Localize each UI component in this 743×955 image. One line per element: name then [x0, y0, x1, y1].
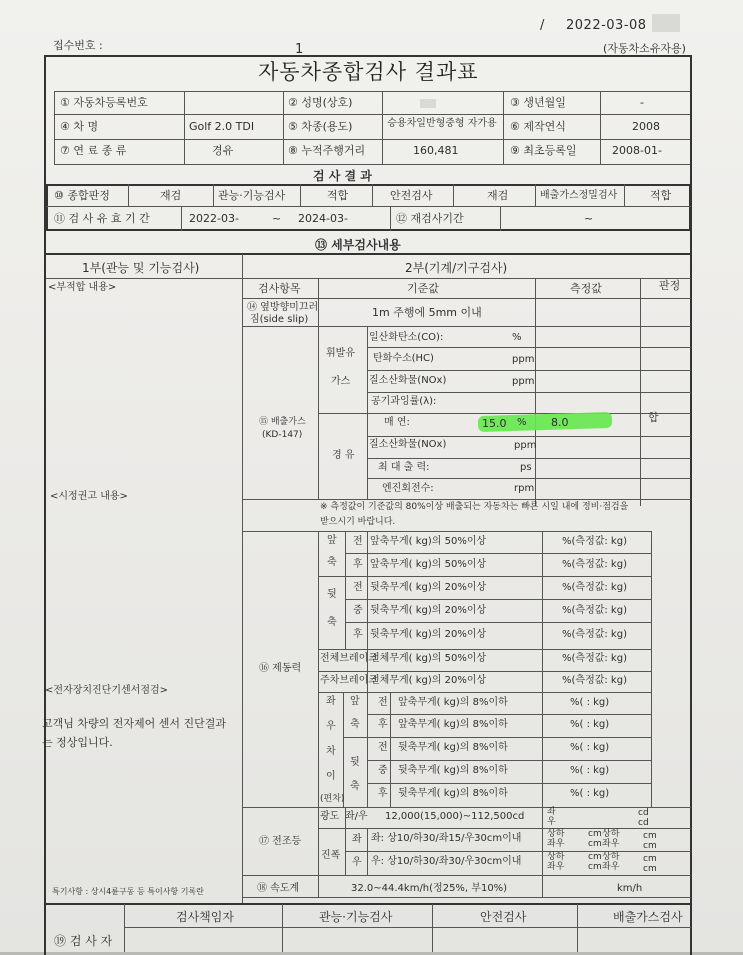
col-judgement: 판정 [659, 279, 681, 292]
mileage-label: ⑧ 누적주행거리 [288, 144, 366, 157]
aim-right-unit-3: cm [643, 864, 657, 874]
aim-left-label: 좌 [352, 834, 362, 845]
pos-rear-2: 후 [353, 629, 363, 640]
validity-from: 2022-03- [189, 212, 239, 225]
speed-standard: 32.0~44.4km/h(정25%, 부10%) [351, 883, 508, 894]
date-slash: / [540, 18, 545, 33]
result-title: 검 사 결 과 [313, 169, 372, 183]
aim-right-updown-mark: 상하 [602, 852, 620, 862]
emission-label: 배출가스정밀검사 [540, 190, 618, 201]
diff-rear-2: 축 [350, 781, 360, 792]
intensity-right-unit: cd [638, 818, 649, 828]
part2-title: 2부(기계/기구검사) [405, 261, 508, 275]
birth-label: ③ 생년월일 [510, 96, 566, 109]
rear-axle-std-2: 뒷축무게( kg)의 20%이상 [370, 605, 487, 616]
first-reg-value: 2008-01- [612, 144, 662, 157]
func-label: 관능·기능검사 [218, 189, 286, 202]
brake-measured-3: %(측정값: kg) [562, 582, 627, 593]
pos-mid-1: 중 [353, 605, 363, 616]
brake-rear-label-1: 뒷 [327, 589, 337, 600]
col-emission-inspection: 배출가스검사 [613, 910, 683, 924]
type-value: 승용차일반형중형 자가용 [387, 118, 497, 129]
pos-rear-1: 후 [353, 559, 363, 570]
diesel-nox-label: 질소산화물(NOx) [369, 439, 447, 450]
smoke-unit: % [517, 417, 527, 428]
rear-axle-std-1: 뒷축무게( kg)의 20%이상 [370, 582, 487, 593]
diff-label-4: 이 [326, 771, 336, 782]
rpm-label: 엔진회전수: [382, 483, 434, 494]
total-brake-label: 전체브레이크 [320, 653, 378, 664]
smoke-judgement: 합 [648, 411, 659, 424]
diff-std-5: 뒷축무게( kg)의 8%이하 [398, 788, 508, 799]
validity-to: 2024-03- [298, 212, 348, 225]
rear-axle-std-3: 뒷축무게( kg)의 20%이상 [370, 629, 487, 640]
diff-front-1: 앞 [350, 696, 360, 707]
intensity-lr-label: 좌/우 [345, 811, 368, 822]
gas-label: 가스 [331, 376, 351, 387]
co-label: 일산화탄소(CO): [369, 332, 444, 343]
overall-label: ⑩ 종합판정 [54, 189, 110, 202]
reg-no-label: ① 자동차등록번호 [60, 96, 148, 109]
type-label: ⑤ 차종(용도) [288, 120, 353, 133]
brake-measured-4: %(측정값: kg) [562, 605, 627, 616]
aim-right-label: 우 [352, 857, 362, 868]
diesel-nox-unit: ppm [514, 440, 537, 451]
receipt-label: 접수번호 : [53, 39, 103, 52]
diff-label-5: (편차) [320, 794, 345, 804]
diff-rear-1: 뒷 [350, 757, 360, 768]
diff-measured-2: %( : kg) [570, 719, 610, 730]
diff-front-2: 축 [350, 719, 360, 730]
diff-measured-1: %( : kg) [570, 697, 610, 708]
nox-label: 질소산화물(NOx) [369, 375, 447, 386]
defects-label: <부적합 내용> [48, 282, 117, 293]
safety-value: 재검 [487, 189, 509, 202]
aim-left-lr-mark: 좌우 [602, 839, 620, 849]
model-label: ④ 차 명 [60, 120, 99, 133]
detail-title: ⑬ 세부검사내용 [315, 238, 401, 252]
diff-pos-5: 후 [378, 788, 388, 799]
diff-label-3: 차 [326, 746, 336, 757]
aim-left-unit-3: cm [643, 841, 657, 851]
ecu-text-1: 고객님 차량의 전자제어 센서 진단결과 [42, 717, 227, 730]
brake-measured-1: %(측정값: kg) [562, 536, 627, 547]
sideslip-label-1: ⑭ 옆방향미끄러 [247, 302, 319, 313]
mileage-value: 160,481 [413, 144, 459, 157]
sideslip-standard: 1m 주행에 5mm 이내 [372, 306, 482, 319]
intensity-right-label: 우 [547, 817, 556, 827]
aim-right-lr-mark: 좌우 [602, 862, 620, 872]
rpm-unit: rpm [514, 483, 535, 494]
aim-label: 진폭 [321, 850, 341, 861]
owner-label: ② 성명(상호) [288, 96, 353, 109]
ecu-text-2: 는 정상입니다. [42, 736, 113, 749]
recheck-value: ~ [584, 212, 594, 225]
owner-copy-label: (자동차소유자용) [603, 42, 686, 55]
co-unit: % [512, 332, 522, 343]
aim-left-updown-label: 상하 [547, 829, 565, 839]
smoke-label: 매 연: [384, 417, 410, 428]
hc-unit: ppm [512, 354, 535, 365]
intensity-standard: 12,000(15,000)~112,500cd [385, 811, 525, 822]
aim-left-updown-mark: 상하 [602, 829, 620, 839]
diff-measured-3: %( : kg) [570, 742, 610, 753]
intensity-label: 광도 [320, 811, 340, 822]
model-value: Golf 2.0 TDI [189, 120, 255, 133]
power-unit: ps [520, 462, 532, 473]
diff-std-1: 앞축무게( kg)의 8%이하 [398, 697, 508, 708]
speed-unit: km/h [617, 883, 643, 894]
pos-front-1: 전 [353, 536, 363, 547]
report-date: 2022-03-08 [566, 18, 647, 33]
part1-title: 1부(관능 및 기능검사) [82, 261, 200, 275]
hc-label: 탄화수소(HC) [373, 353, 434, 364]
power-label: 최 대 출 력: [378, 462, 430, 473]
total-brake-std: 전체무게( kg)의 50%이상 [370, 653, 487, 664]
col-standard: 기준값 [407, 282, 439, 295]
diesel-label: 경 유 [332, 450, 355, 461]
note-line-2: 받으시기 바랍니다. [320, 517, 396, 527]
safety-label: 안전검사 [390, 189, 433, 202]
fuel-value: 경유 [212, 144, 234, 157]
lambda-label: 공기과잉률(λ): [371, 396, 437, 407]
ecu-label: <전자장치진단기센서점검> [45, 685, 169, 696]
total-brake-measured: %(측정값: kg) [562, 653, 627, 664]
aim-right-lr-unit: cm [588, 862, 602, 872]
redacted-area [652, 14, 680, 32]
pos-front-2: 전 [353, 582, 363, 593]
brake-rear-label-2: 축 [327, 617, 337, 628]
year-label: ⑥ 제작연식 [510, 120, 566, 133]
col-responsible: 검사책임자 [176, 910, 234, 924]
aim-right-standard: 우: 상10/하30/좌30/우30cm이내 [371, 856, 522, 867]
inspector-label: ⑲ 검 사 자 [54, 934, 113, 948]
diff-pos-4: 중 [378, 765, 388, 776]
aim-right-updown-unit: cm [588, 852, 602, 862]
overall-value: 재검 [160, 189, 182, 202]
special-note: 특기사항 : 상시4륜구동 등 특이사항 기록란 [52, 887, 204, 896]
diff-label-1: 좌 [326, 696, 336, 707]
fuel-label: ⑦ 연 료 종 류 [60, 144, 127, 157]
diff-std-2: 앞축무게( kg)의 8%이하 [398, 719, 508, 730]
brake-measured-2: %(측정값: kg) [562, 559, 627, 570]
aim-left-unit-2: cm [643, 831, 657, 841]
aim-left-standard: 좌: 상10/하30/좌15/우30cm이내 [371, 833, 522, 844]
intensity-left-unit: cd [638, 808, 649, 818]
gasoline-label: 휘발유 [326, 348, 355, 359]
diff-pos-1: 전 [378, 697, 388, 708]
park-brake-std: 전체무게( kg)의 20%이상 [370, 675, 487, 686]
diff-std-3: 뒷축무게( kg)의 8%이하 [398, 742, 508, 753]
year-value: 2008 [632, 120, 660, 133]
brake-label: ⑯ 제동력 [259, 663, 302, 674]
front-axle-std-2: 앞축무게( kg)의 50%이상 [370, 559, 487, 570]
aim-left-updown-unit: cm [588, 829, 602, 839]
diff-pos-3: 전 [378, 742, 388, 753]
col-item: 검사항목 [258, 282, 301, 295]
smoke-measured: 8.0 [551, 416, 569, 429]
diff-pos-2: 후 [378, 719, 388, 730]
func-value: 적합 [327, 189, 349, 202]
col-measured: 측정값 [570, 282, 602, 295]
sideslip-label-2: 짐(side slip) [250, 314, 309, 325]
intensity-left-label: 좌 [547, 807, 556, 817]
diff-label-2: 우 [326, 721, 336, 732]
advice-label: <시정권고 내용> [50, 491, 128, 502]
aim-right-unit-2: cm [643, 854, 657, 864]
recheck-label: ⑫ 재검사기간 [396, 212, 464, 225]
park-brake-label: 주차브레이크 [320, 675, 378, 686]
report-title: 자동차종합검사 결과표 [258, 60, 479, 84]
aim-right-lr-label: 좌우 [547, 862, 565, 872]
col-safety-inspection: 안전검사 [480, 910, 527, 924]
brake-front-label-2: 축 [327, 557, 337, 568]
receipt-number: 1 [295, 42, 304, 57]
brake-measured-5: %(측정값: kg) [562, 629, 627, 640]
emission-test-label: ⑮ 배출가스 [259, 417, 306, 427]
validity-tilde: ~ [272, 212, 282, 225]
emission-mode: (KD-147) [262, 430, 303, 440]
diff-measured-4: %( : kg) [570, 765, 610, 776]
first-reg-label: ⑨ 최초등록일 [510, 144, 577, 157]
aim-left-lr-unit: cm [588, 839, 602, 849]
nox-unit: ppm [512, 376, 535, 387]
diff-measured-5: %( : kg) [570, 788, 610, 799]
birth-value: - [640, 96, 644, 109]
col-func-inspection: 관능·기능검사 [319, 910, 393, 924]
speed-label: ⑱ 속도계 [257, 883, 300, 894]
smoke-standard: 15.0 [482, 417, 507, 430]
validity-label: ⑪ 검 사 유 효 기 간 [54, 212, 150, 225]
redacted-owner [420, 99, 436, 108]
park-brake-measured: %(측정값: kg) [562, 675, 627, 686]
aim-right-updown-label: 상하 [547, 852, 565, 862]
diff-std-4: 뒷축무게( kg)의 8%이하 [398, 765, 508, 776]
front-axle-std-1: 앞축무게( kg)의 50%이상 [370, 536, 487, 547]
brake-front-label-1: 앞 [327, 535, 337, 546]
emission-value: 적합 [650, 189, 672, 202]
note-line-1: ※ 측정값이 기준값의 80%이상 배출되는 자동차는 빠른 시일 내에 정비·점검을 [320, 502, 629, 512]
headlight-label: ⑰ 전조등 [259, 836, 302, 847]
aim-left-lr-label: 좌우 [547, 839, 565, 849]
